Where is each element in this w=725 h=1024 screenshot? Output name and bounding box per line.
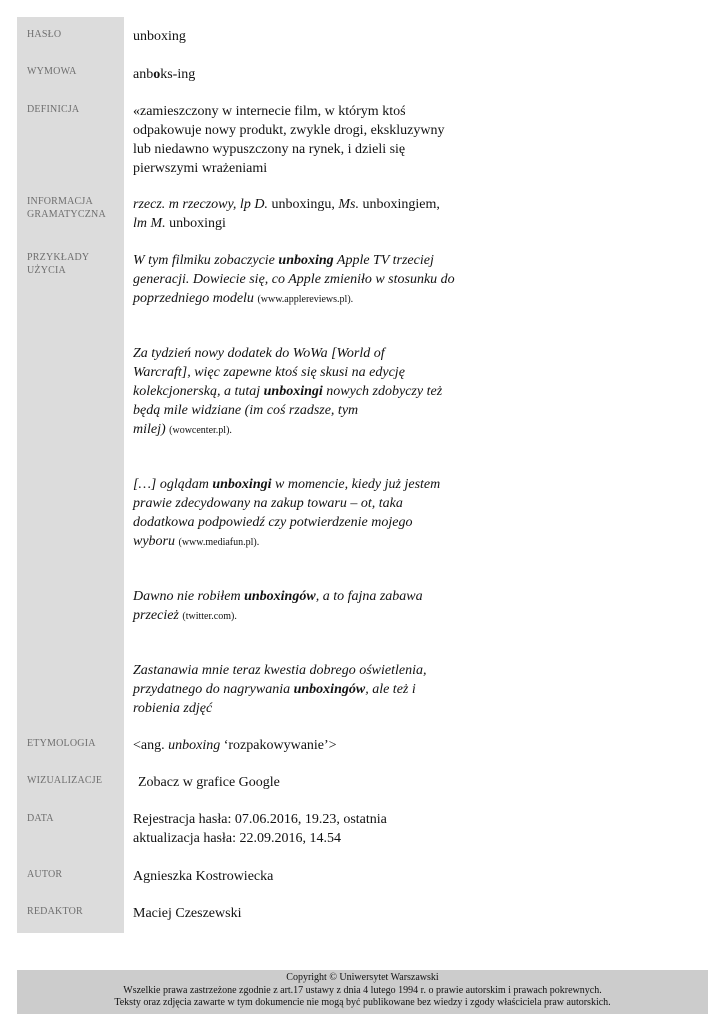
label-line: INFORMACJA [27, 196, 93, 207]
label-column [17, 17, 124, 933]
ex-part: poprzedniego modelu [133, 291, 258, 306]
value-wymowa [133, 65, 463, 84]
example-line: Warcraft], więc zapewne ktoś się skusi na edycję [133, 365, 405, 380]
example-line: generacji. Dowiecie się, co Apple zmieniło w stosunku do [133, 272, 455, 287]
definicja-line: odpakowuje nowy produkt, zwykle drogi, ekskluzywny [133, 123, 445, 138]
gram-line [133, 214, 463, 233]
value-informacja [133, 195, 463, 233]
value-data [133, 810, 463, 848]
value-haslo: unboxing [133, 29, 186, 44]
example-source: (www.applereviews.pl). [257, 294, 354, 305]
example-line: Zastanawia mnie teraz kwestia dobrego oświetlenia, [133, 663, 427, 678]
wymowa-part: ks-ing [160, 67, 196, 82]
ex-keyword: unboxingów [244, 589, 316, 604]
gram-part: unboxingi [165, 216, 226, 231]
google-images-link[interactable]: Zobacz w grafice Google [138, 775, 280, 790]
label-line: UŻYCIA [27, 265, 66, 276]
example-source: (wowcenter.pl). [169, 425, 232, 436]
example-line [133, 587, 463, 606]
example-line [133, 532, 463, 552]
gram-part: unboxingiem, [358, 197, 440, 212]
ex-keyword: unboxingów [293, 682, 366, 697]
value-definicja [133, 102, 463, 178]
gram-line [133, 195, 463, 214]
ex-part: przecież [133, 608, 183, 623]
ety-part: ‘rozpakowywanie’> [220, 738, 337, 753]
ex-part: nowych zdobyczy też [322, 384, 443, 399]
label-informacja [27, 195, 122, 221]
example-line [133, 251, 463, 270]
gram-part: unboxingu, [267, 197, 339, 212]
example-line: Za tydzień nowy dodatek do WoWa [World of [133, 346, 385, 361]
example-line [133, 606, 463, 626]
ex-keyword: unboxingi [263, 384, 323, 399]
label-line: GRAMATYCZNA [27, 209, 106, 220]
value-redaktor: Maciej Czeszewski [133, 906, 242, 921]
wymowa-part: anb [133, 67, 154, 82]
definicja-line: pierwszymi wrażeniami [133, 161, 268, 176]
example-2 [133, 344, 463, 440]
ex-part: w momencie, kiedy już jestem [271, 477, 441, 492]
label-line: PRZYKŁADY [27, 252, 90, 263]
ex-part: kolekcjonerską, a tutaj [133, 384, 264, 399]
ex-part: […] oglądam [133, 477, 213, 492]
gram-part: Ms. [338, 197, 359, 212]
label-etymologia: ETYMOLOGIA [27, 738, 96, 749]
ex-part: , a to fajna zabawa [315, 589, 423, 604]
ex-part: milej) [133, 422, 170, 437]
ex-part: Dawno nie robiłem [133, 589, 245, 604]
example-source: (www.mediafun.pl). [178, 537, 260, 548]
example-1 [133, 251, 463, 309]
ex-keyword: unboxing [278, 253, 334, 268]
data-line: aktualizacja hasła: 22.09.2016, 14.54 [133, 831, 341, 846]
example-line [133, 475, 463, 494]
ety-part: <ang. [133, 738, 169, 753]
value-autor: Agnieszka Kostrowiecka [133, 869, 274, 884]
label-wymowa: WYMOWA [27, 66, 77, 77]
gram-part: lm M. [133, 216, 166, 231]
ex-part: W tym filmiku zobaczycie [133, 253, 279, 268]
ex-part: Apple TV trzeciej [333, 253, 434, 268]
ety-word: unboxing [168, 738, 221, 753]
example-line: robienia zdjęć [133, 701, 213, 716]
example-line: prawie zdecydowany na zakup towaru – ot, taka [133, 496, 403, 511]
label-wizualizacje: WIZUALIZACJE [27, 775, 103, 786]
ex-part: przydatnego do nagrywania [133, 682, 294, 697]
copyright-footer [17, 970, 708, 1014]
label-przyklady [27, 251, 122, 277]
example-line [133, 420, 463, 440]
label-definicja: DEFINICJA [27, 104, 80, 115]
ex-keyword: unboxingi [212, 477, 272, 492]
gram-part: rzecz. m rzeczowy, lp D. [133, 197, 268, 212]
example-line [133, 382, 463, 401]
definicja-line: lub niedawno wypuszczony na rynek, i dzieli się [133, 142, 406, 157]
wymowa-stress: o [153, 67, 161, 82]
label-data: DATA [27, 813, 54, 824]
example-3 [133, 475, 463, 552]
example-5 [133, 661, 463, 718]
example-4 [133, 587, 463, 626]
label-haslo: HASŁO [27, 29, 62, 40]
label-redaktor: REDAKTOR [27, 906, 83, 917]
example-line: będą mile widziane (im coś rzadsze, tym [133, 403, 359, 418]
ex-part: , ale też i [365, 682, 416, 697]
example-line [133, 680, 463, 699]
footer-line: Teksty oraz zdjęcia zawarte w tym dokumencie nie mogą być publikowane bez wiedzy i zgody właściciela praw autorskich. [114, 997, 611, 1008]
example-line: dodatkowa podpowiedź czy potwierdzenie mojego [133, 515, 413, 530]
footer-line: Copyright © Uniwersytet Warszawski [286, 972, 439, 983]
value-etymologia [133, 736, 463, 755]
example-source: (twitter.com). [182, 611, 237, 622]
definicja-line: «zamieszczony w internecie film, w którym ktoś [133, 104, 406, 119]
label-autor: AUTOR [27, 869, 63, 880]
example-line [133, 289, 463, 309]
ex-part: wyboru [133, 534, 179, 549]
footer-line: Wszelkie prawa zastrzeżone zgodnie z art.17 ustawy z dnia 4 lutego 1994 r. o prawie autorskim i prawach pokrewnych. [123, 984, 602, 996]
data-line: Rejestracja hasła: 07.06.2016, 19.23, ostatnia [133, 812, 387, 827]
